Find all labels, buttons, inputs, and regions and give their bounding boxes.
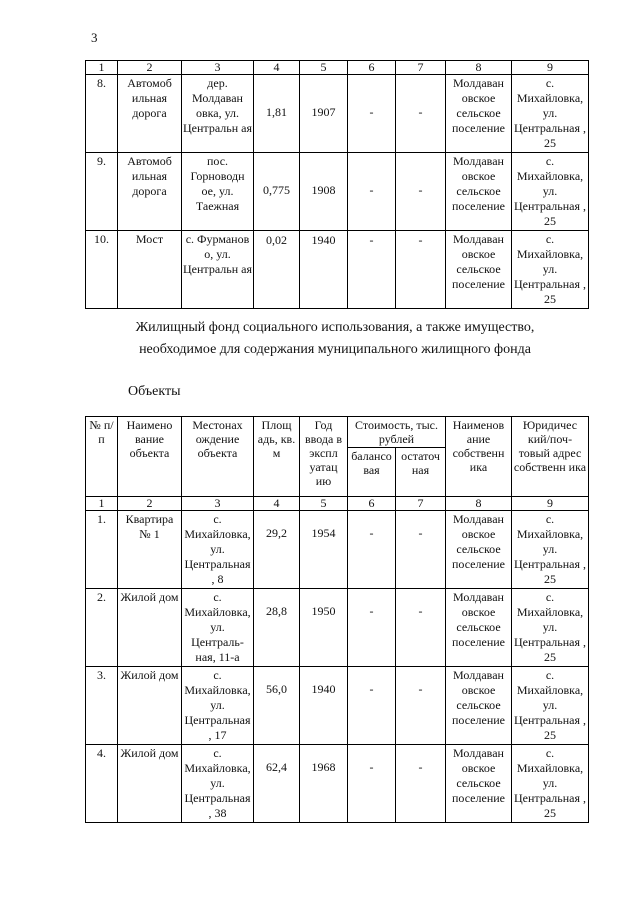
cell-residual: - [396,745,446,823]
cell-owner: Молдаван овское сельское поселение [446,589,512,667]
cell-balance: - [348,231,396,309]
table-row [86,589,589,667]
table-row [86,667,589,745]
column-numbers-row [86,61,589,75]
cell-area: 29,2 [254,511,300,589]
cell-location: с. Михайловка, ул. Центральная , 8 [182,511,254,589]
cell-residual: - [396,231,446,309]
cell-location: с. Фурманов о, ул. Центральн ая [182,231,254,309]
column-number-cell: 4 [254,61,300,75]
column-number-cell: 3 [182,61,254,75]
header-num: № п/п [86,417,118,497]
column-number-cell: 8 [446,497,512,511]
cell-balance: - [348,511,396,589]
table-row [86,231,589,309]
cell-year: 1940 [300,231,348,309]
header-name: Наимено вание объекта [118,417,182,497]
column-number-cell: 9 [512,61,589,75]
header-address: Юридичес кий/поч- товый адрес собственн ика [512,417,589,497]
cell-area: 1,81 [254,75,300,153]
cell-owner: Молдаван овское сельское поселение [446,667,512,745]
cell-num: 3. [86,667,118,745]
cell-name: Квартира № 1 [118,511,182,589]
cell-year: 1950 [300,589,348,667]
cell-area: 28,8 [254,589,300,667]
housing-table [85,416,589,823]
cell-owner: Молдаван овское сельское поселение [446,153,512,231]
cell-residual: - [396,153,446,231]
cell-location: с. Михайловка, ул. Центральная , 38 [182,745,254,823]
column-number-cell: 6 [348,497,396,511]
header-owner: Наименов ание собственн ика [446,417,512,497]
table-row [86,511,589,589]
cell-address: с. Михайловка, ул. Центральная , 25 [512,153,589,231]
cell-location: с. Михайловка, ул. Централь- ная, 11-а [182,589,254,667]
cell-balance: - [348,153,396,231]
column-number-cell: 1 [86,61,118,75]
cell-year: 1954 [300,511,348,589]
header-row [86,417,589,448]
header-area: Площ адь, кв. м [254,417,300,497]
cell-location: с. Михайловка, ул. Центральная , 17 [182,667,254,745]
cell-num: 4. [86,745,118,823]
header-location: Местонах ождение объекта [182,417,254,497]
cell-location: пос. Горноводн ое, ул. Таежная [182,153,254,231]
header-cost: Стоимость, тыс. рублей [348,417,446,448]
cell-owner: Молдаван овское сельское поселение [446,75,512,153]
page-number: 3 [91,30,98,45]
cell-year: 1940 [300,667,348,745]
cell-area: 0,02 [254,231,300,309]
cell-address: с. Михайловка, ул. Центральная , 25 [512,589,589,667]
header-balance: балансовая [348,448,396,497]
cell-name: Мост [118,231,182,309]
cell-name: Автомоб ильная дорога [118,153,182,231]
column-number-cell: 8 [446,61,512,75]
column-number-cell: 1 [86,497,118,511]
cell-balance: - [348,745,396,823]
section-heading-line-1: Жилищный фонд социального использования, а также имущество, [135,320,535,335]
cell-owner: Молдаван овское сельское поселение [446,745,512,823]
section-heading-line-2: необходимое для содержания муниципального жилищного фонда [139,342,531,357]
cell-year: 1908 [300,153,348,231]
cell-balance: - [348,667,396,745]
cell-address: с. Михайловка, ул. Центральная , 25 [512,667,589,745]
cell-residual: - [396,511,446,589]
cell-num: 2. [86,589,118,667]
column-number-cell: 5 [300,497,348,511]
table-row [86,745,589,823]
cell-name: Жилой дом [118,589,182,667]
cell-name: Жилой дом [118,745,182,823]
cell-num: 10. [86,231,118,309]
column-number-cell: 5 [300,61,348,75]
column-number-cell: 2 [118,61,182,75]
column-number-cell: 6 [348,61,396,75]
column-number-cell: 7 [396,61,446,75]
cell-location: дер. Молдаван овка, ул. Центральн ая [182,75,254,153]
column-number-cell: 3 [182,497,254,511]
column-numbers-row [86,497,589,511]
cell-area: 62,4 [254,745,300,823]
cell-year: 1907 [300,75,348,153]
cell-name: Автомоб ильная дорога [118,75,182,153]
cell-balance: - [348,75,396,153]
table-row [86,153,589,231]
cell-num: 8. [86,75,118,153]
cell-residual: - [396,589,446,667]
cell-num: 1. [86,511,118,589]
cell-num: 9. [86,153,118,231]
cell-owner: Молдаван овское сельское поселение [446,231,512,309]
cell-year: 1968 [300,745,348,823]
cell-residual: - [396,75,446,153]
header-residual: остаточ ная [396,448,446,497]
column-number-cell: 2 [118,497,182,511]
cell-address: с. Михайловка, ул. Центральная , 25 [512,75,589,153]
cell-address: с. Михайловка, ул. Центральная , 25 [512,231,589,309]
column-number-cell: 7 [396,497,446,511]
cell-area: 56,0 [254,667,300,745]
table-row [86,75,589,153]
column-number-cell: 9 [512,497,589,511]
cell-area: 0,775 [254,153,300,231]
objects-label: Объекты [128,384,181,399]
cell-balance: - [348,589,396,667]
cell-owner: Молдаван овское сельское поселение [446,511,512,589]
roads-table [85,60,589,309]
cell-address: с. Михайловка, ул. Центральная , 25 [512,745,589,823]
cell-address: с. Михайловка, ул. Центральная , 25 [512,511,589,589]
header-year: Год ввода в экспл уатац ию [300,417,348,497]
cell-name: Жилой дом [118,667,182,745]
cell-residual: - [396,667,446,745]
column-number-cell: 4 [254,497,300,511]
